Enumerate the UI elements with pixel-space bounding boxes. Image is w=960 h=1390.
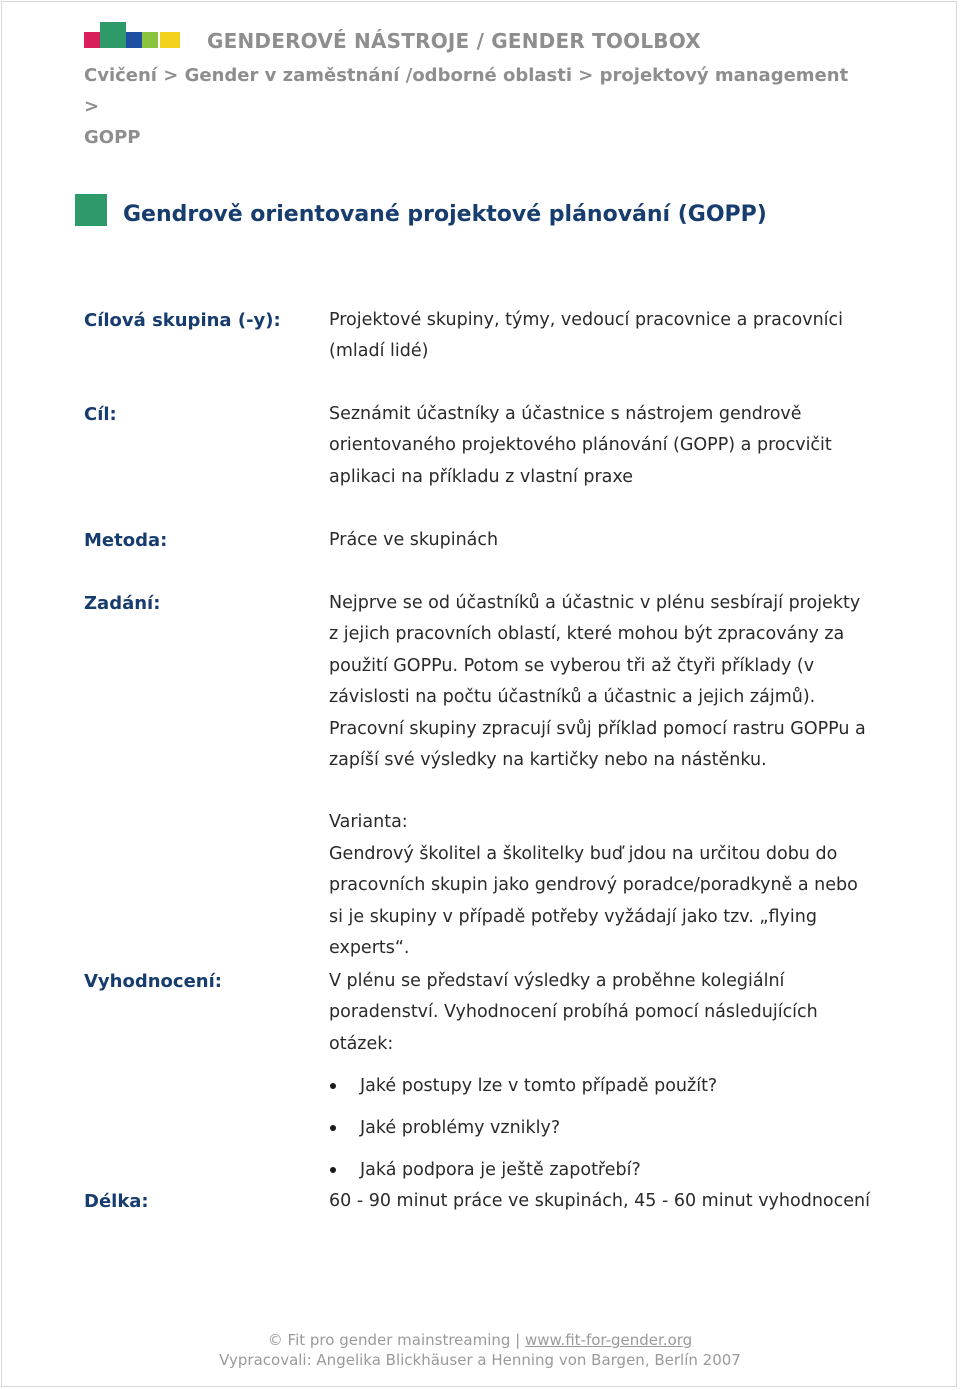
page-title: Gendrově orientované projektové plánování (GOPP) <box>123 202 767 227</box>
evaluation-label: Vyhodnocení: <box>84 971 222 992</box>
list-item: Jaké postupy lze v tomto případě použít? <box>329 1071 874 1113</box>
brand-title: GENDEROVÉ NÁSTROJE / GENDER TOOLBOX <box>207 29 701 53</box>
footer-copyright: © Fit pro gender mainstreaming <box>267 1331 511 1349</box>
task-content <box>329 588 874 964</box>
list-item: Jaká podpora je ještě zapotřebí? <box>329 1155 874 1197</box>
logo-block-yellow <box>160 32 180 48</box>
target-label: Cílová skupina (-y): <box>84 310 281 331</box>
breadcrumb-line-1[interactable]: Cvičení > Gender v zaměstnání /odborné oblasti > projektový management > <box>84 65 849 117</box>
title-square-icon <box>75 194 107 226</box>
logo-block-blue <box>126 32 142 48</box>
variant-heading: Varianta: <box>329 812 408 833</box>
variant-text: Gendrový školitel a školitelky buď jdou na určitou dobu do pracovních skupin jako gendrový poradce/poradkyně a nebo si je skupiny v případě potřeby vyžádají jako tzv. „flying experts“. <box>329 843 858 959</box>
method-text: Práce ve skupinách <box>329 530 499 550</box>
footer-line-1 <box>0 1330 960 1350</box>
toolbox-logo <box>84 22 180 48</box>
list-item: Jaké problémy vznikly? <box>329 1113 874 1155</box>
bullet-icon <box>330 1167 336 1173</box>
bullet-icon <box>330 1083 336 1089</box>
breadcrumb <box>84 60 864 153</box>
duration-label: Délka: <box>84 1191 149 1212</box>
duration-text: 60 - 90 minut práce ve skupinách, 45 - 60 minut vyhodnocení <box>329 1191 870 1211</box>
task-label: Zadání: <box>84 593 161 614</box>
goal-label: Cíl: <box>84 404 117 425</box>
logo-block-lime <box>142 32 158 48</box>
footer-authors: Vypracovali: Angelika Blickhäuser a Henning von Bargen, Berlín 2007 <box>219 1351 741 1369</box>
evaluation-questions <box>329 1071 874 1197</box>
task-text: Nejprve se od účastníků a účastnic v plénu sesbírají projekty z jejich pracovních oblastí, které mohou být zpracovány za použití GOPPu. Potom se vyberou tři až čtyři příklady (v závislosti na počtu účastníků a účastnic a jejich zájmů). Pracovní skupiny zpracují svůj příklad pomocí rastru GOPPu a zapíší své výsledky na kartičky nebo na nástěnku. <box>329 593 866 771</box>
evaluation-content <box>329 966 874 1197</box>
method-label: Metoda: <box>84 530 168 551</box>
logo-block-green <box>100 22 126 48</box>
logo-block-magenta <box>84 32 100 48</box>
breadcrumb-line-2[interactable]: GOPP <box>84 127 141 148</box>
footer-separator: | <box>515 1331 521 1349</box>
bullet-icon <box>330 1125 336 1131</box>
footer-website-link[interactable]: www.fit-for-gender.org <box>525 1331 693 1349</box>
goal-text: Seznámit účastníky a účastnice s nástrojem gendrově orientovaného projektového plánování (GOPP) a procvičit aplikaci na příkladu z vlastní praxe <box>329 404 832 487</box>
evaluation-text: V plénu se představí výsledky a proběhne kolegiální poradenství. Vyhodnocení probíhá pomocí následujících otázek: <box>329 971 818 1054</box>
footer <box>0 1330 960 1370</box>
target-text: Projektové skupiny, týmy, vedoucí pracovnice a pracovníci (mladí lidé) <box>329 310 844 362</box>
